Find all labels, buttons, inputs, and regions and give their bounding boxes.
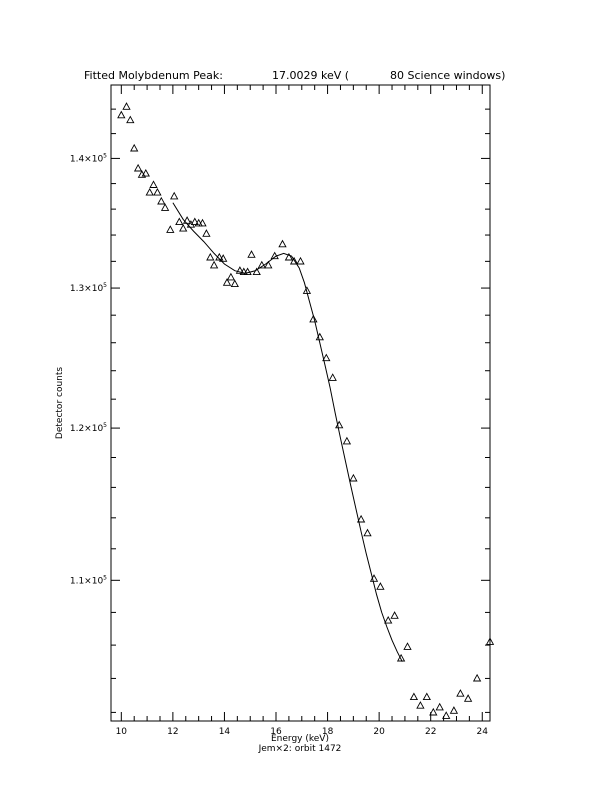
data-point-triangle [279,241,286,247]
data-point-triangle [123,103,130,109]
data-point-triangle [329,374,336,380]
data-point-triangle [323,355,330,361]
y-axis [70,85,490,712]
data-point-triangle [385,617,392,623]
data-point-triangle [176,218,183,224]
data-point-triangle [364,530,371,536]
data-point-triangle [231,280,238,286]
data-point-triangle [253,268,260,274]
data-point-triangle [127,117,134,123]
data-point-triangle [350,475,357,481]
chart-title-part-1: Fitted Molybdenum Peak: [84,69,223,82]
data-point-triangle [465,695,472,701]
x-axis-label: Energy (keV) [271,734,329,744]
data-point-triangle [457,690,464,696]
data-point-triangle [411,693,418,699]
y-axis-ticks [111,85,490,712]
y-axis-tick-labels [70,152,107,586]
x-tick-label: 10 [115,727,128,737]
y-tick-label: $1.3\times 10^5$ [69,282,107,295]
fit-curve-group [173,203,402,662]
x-tick-label: 14 [218,727,231,737]
data-point-triangle [417,702,424,708]
y-tick-label: $1.1\times 10^5$ [69,574,107,587]
data-point-triangle [167,226,174,232]
chart-title-part-2: 17.0029 keV ( [272,69,350,82]
data-point-triangle [297,258,304,264]
data-point-triangle [162,204,169,210]
x-tick-label: 18 [321,727,334,737]
data-point-triangle [344,438,351,444]
x-axis [116,85,489,737]
y-tick-label: $1.2\times 10^5$ [69,422,107,435]
data-point-triangle [118,112,125,118]
footer-label: Jem×2: orbit 1472 [258,744,342,754]
data-point-triangle [171,193,178,199]
data-point-triangle [150,181,157,187]
data-point-triangle [436,704,443,710]
data-point-triangle [228,274,235,280]
data-point-triangle [310,316,317,322]
x-tick-label: 12 [167,727,179,737]
data-point-triangle [191,218,198,224]
data-point-triangle [131,145,138,151]
data-point-triangle [180,225,187,231]
data-point-triangle [146,189,153,195]
data-point-triangle [391,612,398,618]
data-point-triangle [248,251,255,257]
x-axis-ticks [121,85,482,721]
data-point-triangle [203,230,210,236]
data-point-triangle [207,254,214,260]
x-tick-label: 16 [270,727,282,737]
data-point-triangle [443,712,450,718]
y-axis-label: Detector counts [55,366,65,440]
data-point-triangle [158,198,165,204]
data-point-triangle [430,709,437,715]
data-point-triangle [265,262,272,268]
x-tick-label: 20 [373,727,385,737]
data-point-triangle [404,643,411,649]
data-point-triangle [451,707,458,713]
data-point-triangle [474,675,481,681]
data-points [118,103,494,718]
chart-title-part-3: 80 Science windows) [390,69,506,82]
fit-curve [173,203,402,662]
data-point-triangle [184,217,191,223]
plot-frame [111,85,490,721]
y-tick-label: $1.4\times 10^5$ [69,152,107,165]
data-point-triangle [135,165,142,171]
x-tick-label: 22 [424,727,437,737]
data-point-triangle [154,189,161,195]
x-tick-label: 24 [476,727,488,737]
data-point-triangle [423,693,430,699]
data-point-triangle [377,583,384,589]
data-point-triangle [211,262,218,268]
